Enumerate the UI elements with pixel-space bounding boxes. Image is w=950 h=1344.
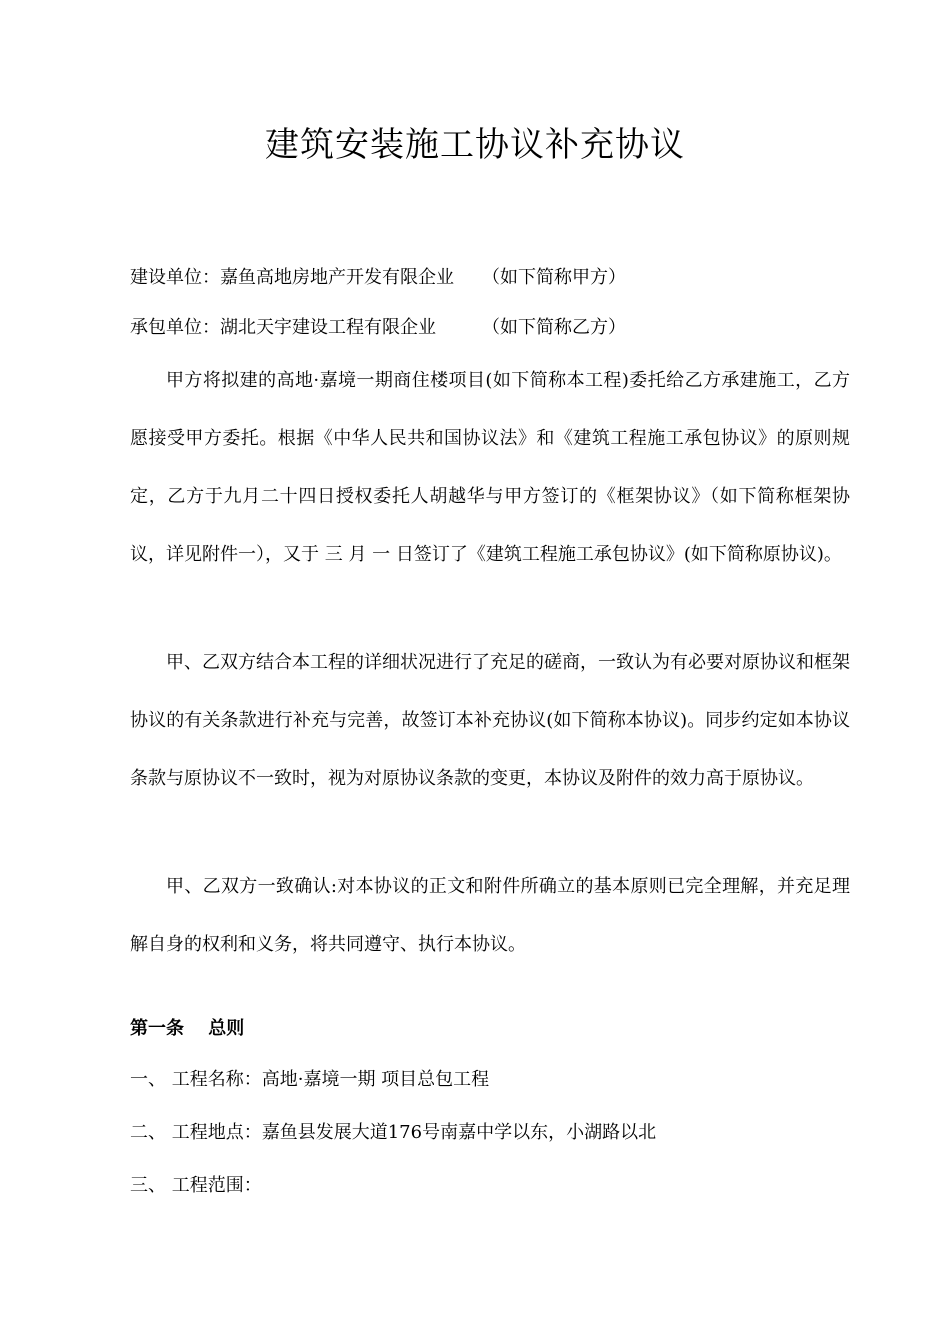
contractor-name: 湖北天宇建设工程有限企业 — [220, 317, 436, 338]
builder-label: 建设单位： — [130, 267, 220, 288]
page-title: 建筑安装施工协议补充协议 — [265, 125, 685, 165]
contractor-label: 承包单位： — [130, 317, 220, 338]
builder-line — [130, 265, 626, 291]
builder-note: （如下简称甲方） — [482, 267, 626, 288]
paragraph-1: 甲方将拟建的高地·嘉境一期商住楼项目(如下简称本工程)委托给乙方承建施工，乙方愿接受甲方委托。根据《中华人民共和国协议法》和《建筑工程施工承包协议》的原则规定，乙方于九月二十四日授权委托人胡越华与甲方签订的《框架协议》（如下简称框架协议，详见附件一），又于 三 月 一 日签订了《建筑工程施工承包协议》(如下简称原协议)。 — [130, 370, 850, 565]
contractor-line — [130, 315, 626, 341]
article-1-item-2: 二、 工程地点：嘉鱼县发展大道176号南嘉中学以东，小湖路以北 — [130, 1122, 657, 1143]
builder-name: 嘉鱼高地房地产开发有限企业 — [220, 267, 454, 288]
contractor-note: （如下简称乙方） — [482, 317, 626, 338]
paragraph-2: 甲、乙双方结合本工程的详细状况进行了充足的磋商，一致认为有必要对原协议和框架协议的有关条款进行补充与完善，故签订本补充协议(如下简称本协议)。同步约定如本协议条款与原协议不一致时，视为对原协议条款的变更，本协议及附件的效力高于原协议。 — [130, 652, 850, 789]
article-1-item-3: 三、 工程范围： — [130, 1175, 262, 1196]
article-1-heading: 第一条 总则 — [130, 1018, 245, 1039]
paragraph-3: 甲、乙双方一致确认:对本协议的正文和附件所确立的基本原则已完全理解，并充足理解自身的权利和义务，将共同遵守、执行本协议。 — [130, 876, 850, 955]
article-1-item-1: 一、 工程名称：高地·嘉境一期 项目总包工程 — [130, 1069, 490, 1090]
